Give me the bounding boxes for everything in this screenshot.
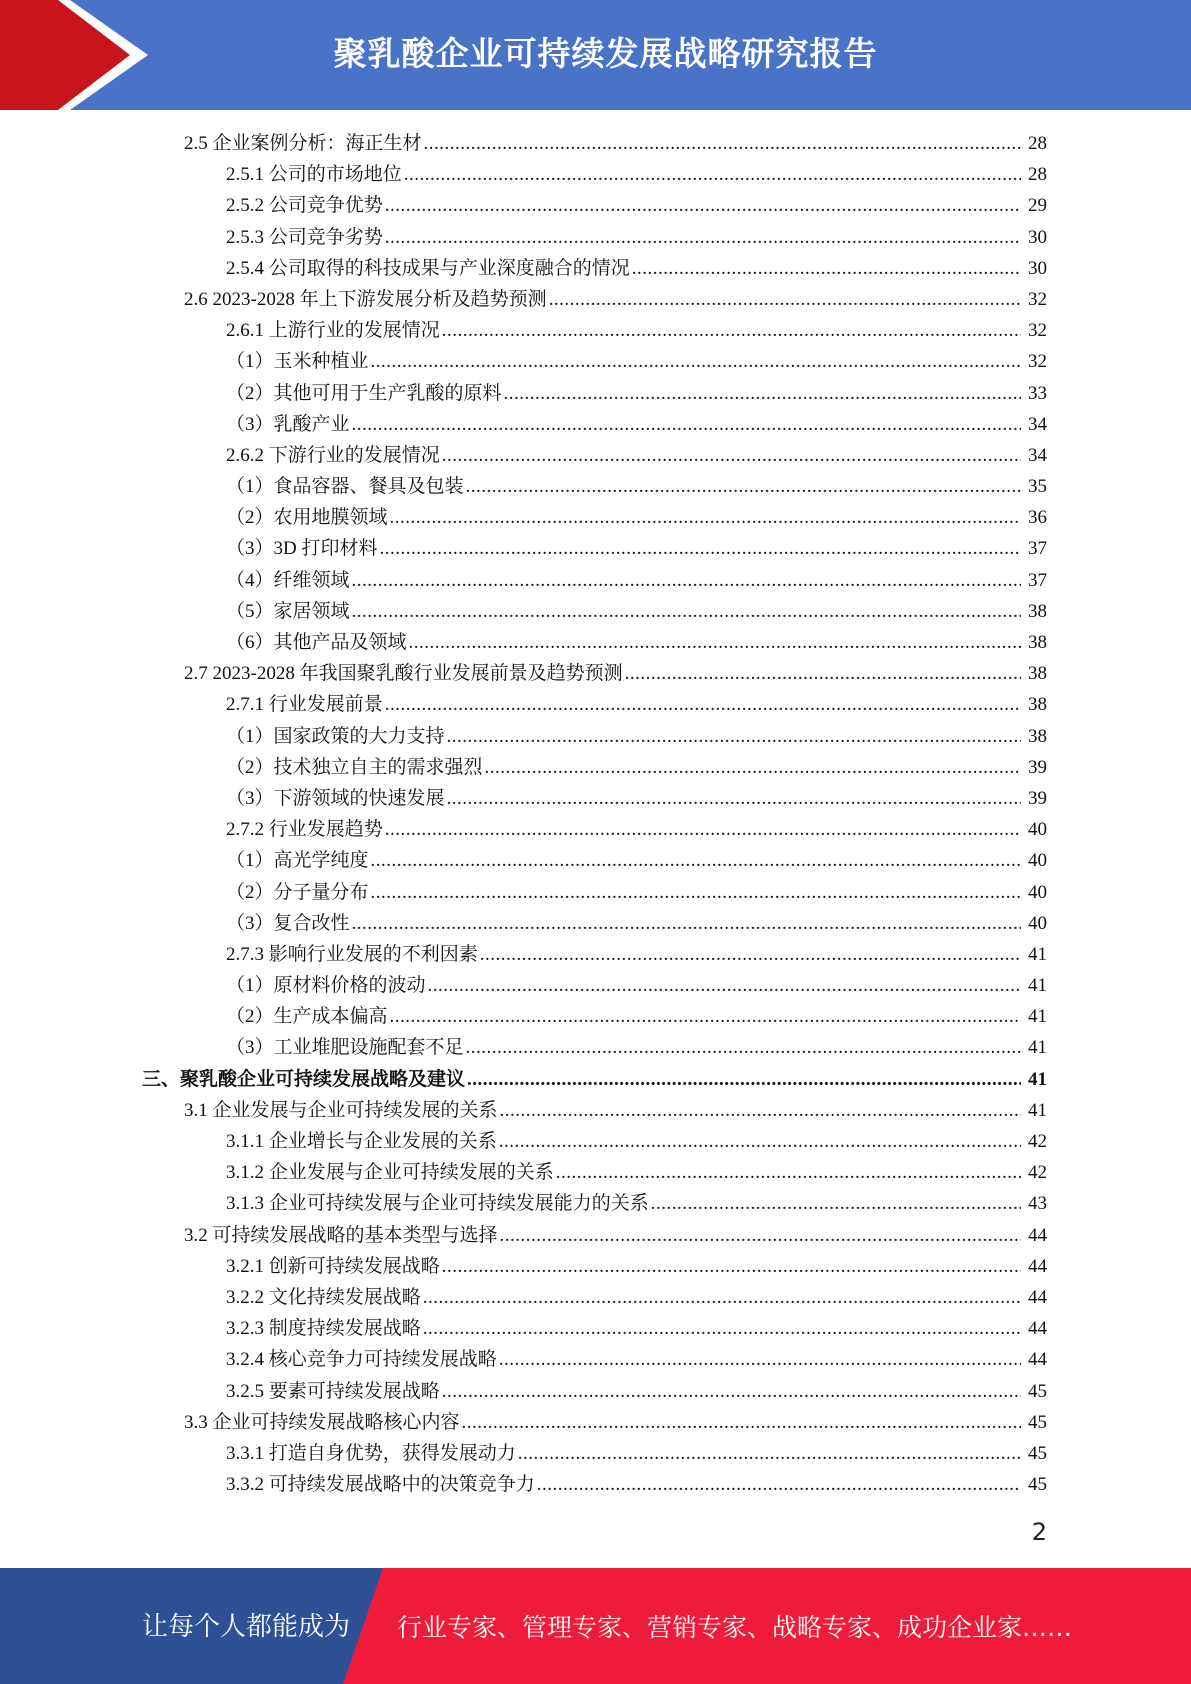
toc-entry[interactable] [0, 378, 1191, 409]
toc-entry-label: （1）高光学纯度 [226, 850, 369, 872]
toc-entry-label: （2）其他可用于生产乳酸的原料 [226, 382, 502, 404]
toc-entry-page: 30 [1028, 226, 1047, 248]
toc-entry-page: 40 [1028, 819, 1047, 841]
dot-leader [385, 689, 1021, 720]
toc-entry[interactable] [0, 845, 1191, 876]
dot-leader [549, 284, 1021, 315]
toc-entry[interactable] [0, 1126, 1191, 1157]
toc-entry-label: 2.6.2 下游行业的发展情况 [226, 444, 440, 466]
toc-entry[interactable] [0, 565, 1191, 596]
toc-entry-label: （1）国家政策的大力支持 [226, 725, 445, 747]
toc-entry-label: （3）工业堆肥设施配套不足 [226, 1037, 464, 1059]
toc-entry-page: 40 [1028, 850, 1047, 872]
dot-leader [442, 315, 1021, 346]
dot-leader [537, 1469, 1021, 1500]
toc-entry-page: 41 [1028, 1037, 1047, 1059]
toc-entry-page: 37 [1028, 569, 1047, 591]
toc-entry[interactable] [0, 689, 1191, 720]
footer-slogan: 让每个人都能成为 [142, 1612, 351, 1642]
toc-entry-page: 38 [1028, 600, 1047, 622]
toc-entry[interactable] [0, 1095, 1191, 1126]
dot-leader [428, 970, 1021, 1001]
toc-entry-page: 41 [1028, 1099, 1047, 1121]
toc-entry-page: 42 [1028, 1162, 1047, 1184]
toc-entry-page: 42 [1028, 1131, 1047, 1152]
toc-entry-label: （3）乳酸产业 [226, 413, 350, 435]
toc-entry[interactable] [0, 1157, 1191, 1188]
toc-entry-page: 30 [1028, 257, 1047, 279]
toc-entry-page: 37 [1028, 538, 1047, 560]
toc-entry[interactable] [0, 346, 1191, 377]
toc-entry-label: 2.5 企业案例分析：海正生材 [184, 133, 422, 154]
toc-entry-page: 40 [1028, 912, 1047, 934]
toc-entry-label: 2.7.3 影响行业发展的不利因素 [226, 943, 478, 965]
toc-entry[interactable] [0, 627, 1191, 658]
toc-entry-page: 34 [1028, 444, 1047, 466]
toc-entry-page: 45 [1028, 1411, 1047, 1433]
toc-entry-label: （2）生产成本偏高 [226, 1006, 388, 1028]
toc-entry-label: 3.2.4 核心竞争力可持续发展战略 [226, 1349, 497, 1371]
dot-leader [499, 1126, 1021, 1157]
dot-leader [466, 1032, 1021, 1063]
toc-entry-page: 33 [1028, 382, 1047, 404]
dot-leader [442, 1251, 1021, 1282]
toc-entry-page: 32 [1028, 320, 1047, 342]
toc-entry-page: 41 [1028, 943, 1047, 965]
toc-entry-page: 44 [1028, 1318, 1047, 1340]
toc-entry[interactable] [0, 409, 1191, 440]
toc-entry-label: 3.2.3 制度持续发展战略 [226, 1318, 421, 1340]
toc-entry-page: 45 [1028, 1380, 1047, 1402]
report-title: 聚乳酸企业可持续发展战略研究报告 [333, 34, 878, 73]
toc-entry[interactable] [0, 284, 1191, 315]
toc-entry-label: （6）其他产品及领域 [226, 632, 407, 653]
dot-leader [651, 1188, 1021, 1219]
toc-entry[interactable] [0, 721, 1191, 752]
toc-entry[interactable] [0, 315, 1191, 346]
toc-entry-page: 41 [1028, 1006, 1047, 1028]
dot-leader [485, 752, 1021, 783]
toc-entry-label: 2.7.1 行业发展前景 [226, 694, 383, 716]
dot-leader [499, 1344, 1021, 1375]
dot-leader [424, 128, 1021, 159]
toc-entry[interactable] [0, 1407, 1191, 1438]
dot-leader [385, 190, 1021, 221]
dot-leader [462, 1407, 1021, 1438]
toc-entry-label: （3）3D 打印材料 [226, 538, 378, 560]
dot-leader [442, 440, 1021, 471]
toc-entry-label: 3.3.2 可持续发展战略中的决策竞争力 [226, 1474, 535, 1496]
dot-leader [556, 1157, 1021, 1188]
toc-entry-page: 44 [1028, 1286, 1047, 1308]
toc-entry-page: 38 [1028, 663, 1047, 685]
toc-entry[interactable] [0, 222, 1191, 253]
dot-leader [442, 1376, 1021, 1407]
toc-entry-label: 3.3 企业可持续发展战略核心内容 [184, 1411, 460, 1433]
dot-leader [390, 1001, 1021, 1032]
toc-entry-page: 38 [1028, 632, 1047, 653]
dot-leader [500, 1095, 1021, 1126]
toc-entry-label: 2.5.4 公司取得的科技成果与产业深度融合的情况 [226, 257, 630, 279]
toc-entry[interactable] [0, 658, 1191, 689]
toc-entry[interactable] [0, 533, 1191, 564]
dot-leader [500, 1220, 1021, 1251]
dot-leader [352, 409, 1021, 440]
toc-entry[interactable] [0, 1064, 1191, 1095]
toc-entry-label: 3.1.3 企业可持续发展与企业可持续发展能力的关系 [226, 1193, 649, 1215]
toc-entry-label: （3）下游领域的快速发展 [226, 787, 445, 809]
toc-entry-page: 29 [1028, 195, 1047, 217]
toc-entry-label: 3.3.1 打造自身优势，获得发展动力 [226, 1442, 516, 1464]
toc-entry[interactable] [0, 939, 1191, 970]
toc-entry[interactable] [0, 877, 1191, 908]
toc-entry-label: （3）复合改性 [226, 912, 350, 934]
page-number: 2 [1031, 1518, 1047, 1546]
toc-entry-label: 2.5.2 公司竞争优势 [226, 195, 383, 217]
toc-entry-label: （5）家居领域 [226, 600, 350, 622]
toc-entry-page: 45 [1028, 1442, 1047, 1464]
dot-leader [447, 783, 1021, 814]
toc-entry-label: 3.1 企业发展与企业可持续发展的关系 [184, 1099, 498, 1121]
page-footer [0, 1568, 1191, 1684]
toc-entry[interactable] [0, 128, 1191, 159]
toc-entry-label: （1）玉米种植业 [226, 351, 369, 373]
toc-entry-label: （2）分子量分布 [226, 881, 369, 903]
toc-entry-label: 3.1.2 企业发展与企业可持续发展的关系 [226, 1162, 554, 1184]
toc-entry[interactable] [0, 783, 1191, 814]
dot-leader [385, 814, 1021, 845]
toc-entry-page: 44 [1028, 1255, 1047, 1277]
dot-leader [466, 471, 1021, 502]
dot-leader [390, 502, 1021, 533]
toc-entry-page: 28 [1028, 164, 1047, 186]
toc-entry-page: 38 [1028, 694, 1047, 716]
toc-entry-page: 40 [1028, 881, 1047, 903]
dot-leader [352, 565, 1021, 596]
dot-leader [423, 1313, 1021, 1344]
toc-entry[interactable] [0, 471, 1191, 502]
toc-entry[interactable] [0, 1469, 1191, 1500]
toc-entry-label: 3.2.2 文化持续发展战略 [226, 1286, 421, 1308]
toc-entry-page: 38 [1028, 725, 1047, 747]
dot-leader [352, 908, 1021, 939]
dot-leader [404, 159, 1021, 190]
dot-leader [371, 346, 1021, 377]
table-of-contents [0, 128, 1191, 1500]
dot-leader [379, 533, 1021, 564]
toc-entry-label: （2）技术独立自主的需求强烈 [226, 756, 483, 778]
toc-entry-page: 32 [1028, 351, 1047, 373]
toc-entry-label: 2.5.3 公司竞争劣势 [226, 226, 383, 248]
dot-leader [447, 721, 1021, 752]
toc-entry-page: 35 [1028, 476, 1047, 498]
toc-entry[interactable] [0, 814, 1191, 845]
toc-entry-label: （4）纤维领域 [226, 569, 350, 591]
toc-entry[interactable] [0, 752, 1191, 783]
toc-entry-label: 3.2.5 要素可持续发展战略 [226, 1380, 440, 1402]
toc-entry-page: 43 [1028, 1193, 1047, 1215]
toc-entry[interactable] [0, 502, 1191, 533]
toc-entry-page: 45 [1028, 1474, 1047, 1496]
dot-leader [518, 1438, 1021, 1469]
toc-entry-page: 34 [1028, 413, 1047, 435]
toc-entry[interactable] [0, 1344, 1191, 1375]
toc-entry-label: 2.5.1 公司的市场地位 [226, 164, 402, 186]
dot-leader [632, 253, 1021, 284]
toc-entry-label: 2.7 2023-2028 年我国聚乳酸行业发展前景及趋势预测 [184, 663, 623, 685]
dot-leader [423, 1282, 1021, 1313]
dot-leader [385, 222, 1021, 253]
toc-entry[interactable] [0, 1032, 1191, 1063]
toc-entry-label: 3.2 可持续发展战略的基本类型与选择 [184, 1224, 498, 1246]
toc-entry[interactable] [0, 253, 1191, 284]
toc-entry-page: 41 [1028, 1068, 1047, 1090]
dot-leader [480, 939, 1021, 970]
toc-entry-label: 3.1.1 企业增长与企业发展的关系 [226, 1131, 497, 1152]
page-header [0, 0, 1191, 110]
toc-entry-label: 2.6.1 上游行业的发展情况 [226, 320, 440, 342]
toc-entry[interactable] [0, 1376, 1191, 1407]
toc-entry-label: 2.7.2 行业发展趋势 [226, 819, 383, 841]
toc-entry-page: 41 [1028, 975, 1047, 997]
toc-entry-label: 2.6 2023-2028 年上下游发展分析及趋势预测 [184, 288, 547, 310]
dot-leader [467, 1064, 1021, 1095]
toc-entry[interactable] [0, 1282, 1191, 1313]
dot-leader [409, 627, 1021, 658]
footer-tagline: 行业专家、管理专家、营销专家、战略专家、成功企业家…… [397, 1613, 1073, 1642]
toc-entry[interactable] [0, 908, 1191, 939]
toc-entry-page: 39 [1028, 756, 1047, 778]
toc-entry-page: 39 [1028, 787, 1047, 809]
toc-entry[interactable] [0, 159, 1191, 190]
toc-entry[interactable] [0, 1251, 1191, 1282]
dot-leader [504, 378, 1021, 409]
dot-leader [371, 845, 1021, 876]
toc-entry[interactable] [0, 596, 1191, 627]
toc-entry[interactable] [0, 1438, 1191, 1469]
toc-entry[interactable] [0, 970, 1191, 1001]
toc-entry-page: 28 [1028, 133, 1047, 154]
toc-entry-label: 三、聚乳酸企业可持续发展战略及建议 [142, 1068, 466, 1090]
dot-leader [352, 596, 1021, 627]
toc-entry[interactable] [0, 1001, 1191, 1032]
toc-entry-page: 44 [1028, 1224, 1047, 1246]
toc-entry-label: （1）原材料价格的波动 [226, 975, 426, 997]
dot-leader [371, 877, 1021, 908]
toc-entry-label: （1）食品容器、餐具及包装 [226, 476, 464, 498]
toc-entry[interactable] [0, 440, 1191, 471]
toc-entry[interactable] [0, 1220, 1191, 1251]
toc-entry-page: 32 [1028, 288, 1047, 310]
toc-entry-label: 3.2.1 创新可持续发展战略 [226, 1255, 440, 1277]
toc-entry-page: 36 [1028, 507, 1047, 529]
toc-entry-page: 44 [1028, 1349, 1047, 1371]
toc-entry[interactable] [0, 1188, 1191, 1219]
toc-entry-label: （2）农用地膜领域 [226, 507, 388, 529]
dot-leader [625, 658, 1021, 689]
toc-entry[interactable] [0, 190, 1191, 221]
toc-entry[interactable] [0, 1313, 1191, 1344]
